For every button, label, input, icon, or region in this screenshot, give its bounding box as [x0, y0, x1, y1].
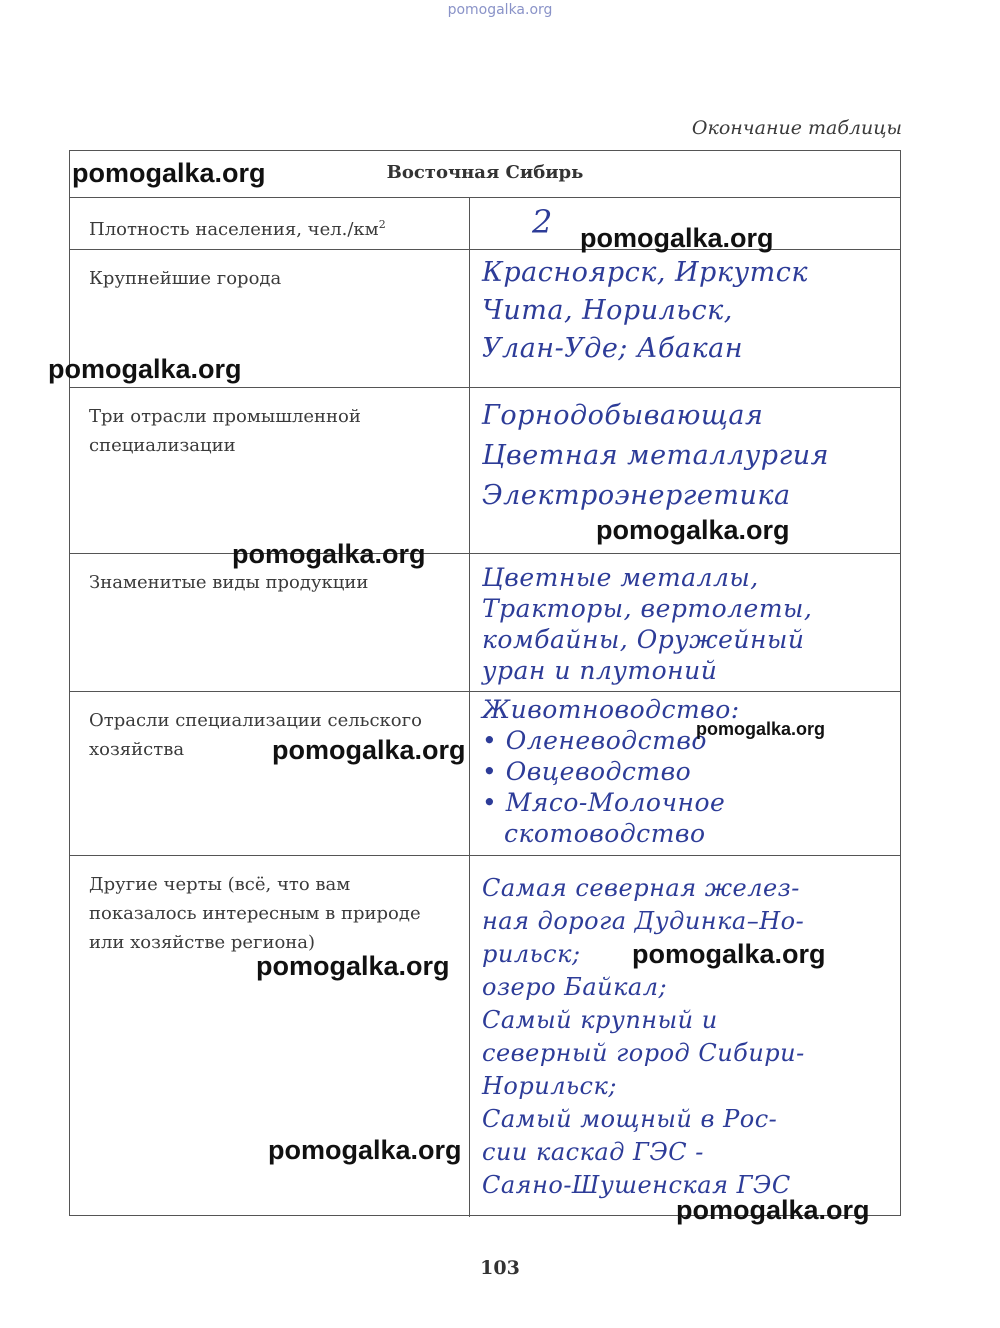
row-answer — [470, 250, 900, 387]
answer-line: Самый мощный в Рос- — [482, 1105, 778, 1133]
answer-line: Цветные металлы, — [482, 563, 759, 592]
table-row — [70, 691, 900, 855]
answer-line: • Мясо-Молочное — [482, 788, 726, 817]
answer-line: • Оленеводство — [482, 726, 707, 755]
page-number: 103 — [480, 1257, 520, 1279]
table-caption: Окончание таблицы — [691, 117, 902, 139]
watermark: pomogalka.org — [268, 1135, 462, 1165]
answer-line: Самая северная желез- — [482, 874, 800, 902]
row-answer — [470, 856, 900, 1217]
answer-line: Чита, Норильск, — [482, 295, 733, 326]
watermark: pomogalka.org — [72, 158, 266, 188]
answer-line: Красноярск, Иркутск — [482, 257, 808, 288]
table-title: Восточная Сибирь — [386, 162, 584, 183]
watermark: pomogalka.org — [596, 515, 790, 545]
answer-line: ная дорога Дудинка–Но- — [482, 907, 805, 935]
row-label: Знаменитые виды продукции — [70, 554, 470, 691]
answer-line: Улан-Уде; Абакан — [482, 333, 744, 364]
row-label — [70, 198, 470, 249]
row-answer — [470, 692, 900, 855]
answer-line: скотоводство — [504, 819, 706, 848]
answer-line: 2 — [532, 203, 553, 241]
row-label-text: Плотность населения, чел./км — [89, 219, 379, 240]
watermark: pomogalka.org — [272, 735, 466, 765]
answer-line: Горнодобывающая — [482, 400, 764, 431]
answer-line: Животноводство: — [482, 695, 740, 724]
row-label: Отрасли специализации сельского хозяйства — [70, 692, 470, 855]
watermark: pomogalka.org — [48, 354, 242, 384]
watermark: pomogalka.org — [256, 951, 450, 981]
answer-line: озеро Байкал; — [482, 973, 668, 1001]
answer-line: комбайны, Оружейный — [482, 625, 805, 654]
row-label-sup: 2 — [378, 218, 386, 231]
watermark: pomogalka.org — [580, 223, 774, 253]
answer-line: Электроэнергетика — [482, 480, 791, 511]
region-table — [69, 150, 901, 1216]
table-row — [70, 197, 900, 249]
watermark: pomogalka.org — [676, 1195, 870, 1225]
answer-line: уран и плутоний — [482, 656, 718, 685]
row-label: Другие черты (всё, что вам показалось интересным в природе или хозяйстве региона) — [70, 856, 470, 1217]
answer-line: Самый крупный и — [482, 1006, 718, 1034]
top-site-label: pomogalka.org — [447, 2, 553, 18]
answer-line: северный город Сибири- — [482, 1039, 805, 1067]
watermark: pomogalka.org — [696, 719, 826, 739]
answer-line: • Овцеводство — [482, 757, 692, 786]
answer-line: Тракторы, вертолеты, — [482, 594, 813, 623]
table-row — [70, 553, 900, 691]
table-row — [70, 855, 900, 1217]
answer-line: Норильск; — [482, 1072, 617, 1100]
row-label: Крупнейшие города — [70, 250, 470, 387]
answer-line: Цветная металлургия — [482, 440, 829, 471]
row-answer — [470, 554, 900, 691]
answer-line: сии каскад ГЭС - — [482, 1138, 704, 1166]
watermark: pomogalka.org — [232, 539, 426, 569]
watermark: pomogalka.org — [632, 939, 826, 969]
answer-line: Саяно-Шушенская ГЭС — [482, 1171, 791, 1199]
row-label: Три отрасли промышленной специализации — [70, 388, 470, 553]
answer-line: рильск; — [482, 940, 581, 968]
